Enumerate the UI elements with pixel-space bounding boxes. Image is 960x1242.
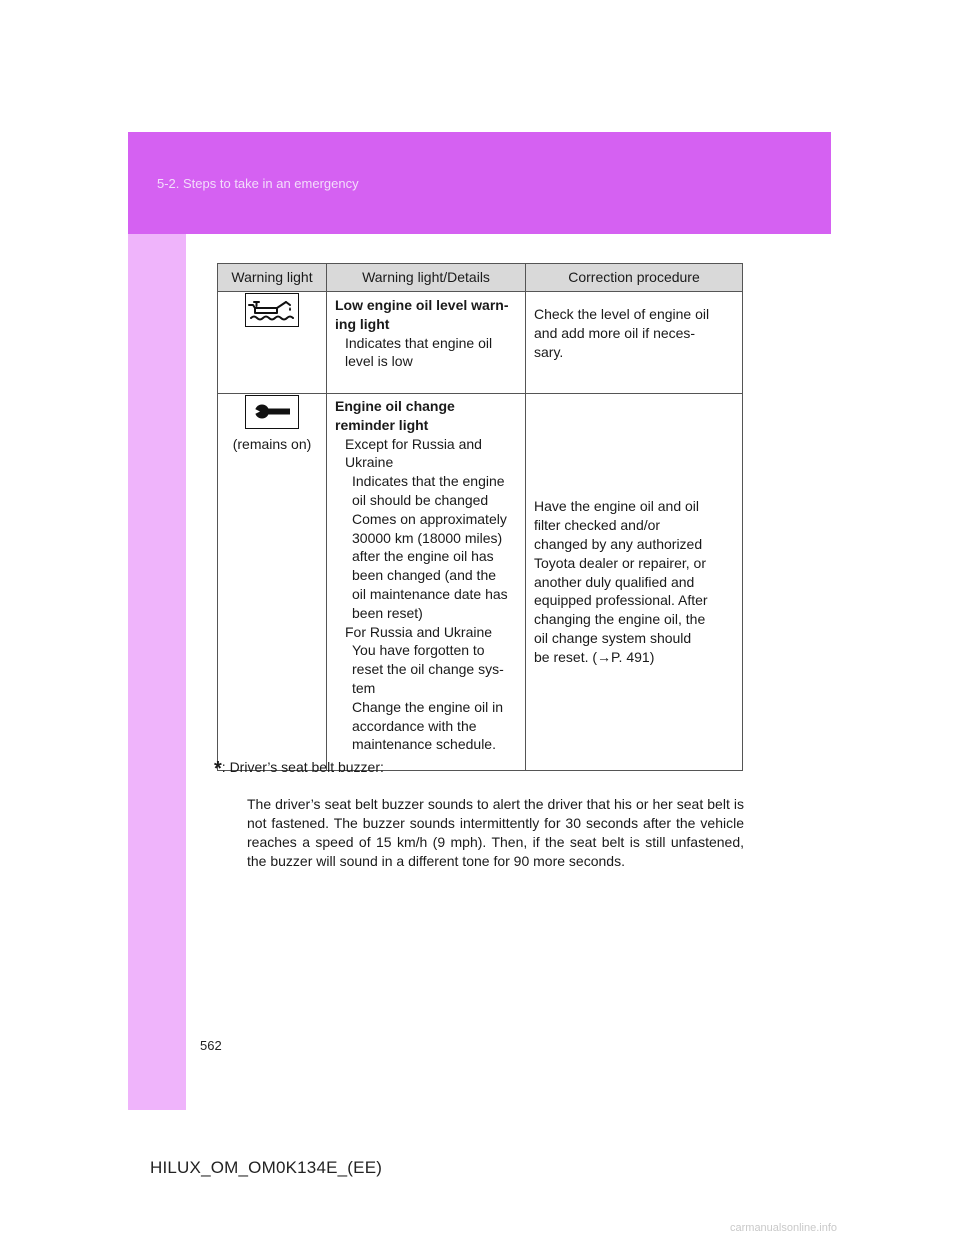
document-code: HILUX_OM_OM0K134E_(EE) xyxy=(150,1158,383,1177)
details-line: tem xyxy=(352,679,376,696)
icon-cell xyxy=(218,292,327,394)
details-title-line: reminder light xyxy=(335,416,429,433)
side-band xyxy=(128,234,186,1110)
page-reference: be reset. (→P. 491) xyxy=(534,648,655,665)
details-line: reset the oil change sys- xyxy=(352,661,504,678)
section-title: 5-2. Steps to take in an emergency xyxy=(157,176,359,191)
icon-caption: (remains on) xyxy=(232,436,312,452)
correction-cell xyxy=(526,292,743,394)
wrench-icon xyxy=(245,395,299,429)
details-line: level is low xyxy=(345,353,413,370)
details-line: been reset) xyxy=(352,604,423,621)
correction-line: changed by any authorized xyxy=(534,536,703,552)
details-line: accordance with the xyxy=(352,717,477,734)
details-cell xyxy=(327,394,526,771)
subsection-title-line: Ukraine xyxy=(345,454,394,471)
subsection-title-line: Except for Russia and xyxy=(345,435,482,452)
note-marker: * xyxy=(214,758,222,780)
note-title: : Driver’s seat belt buzzer: xyxy=(221,759,384,775)
details-line: Comes on approximately xyxy=(352,510,507,527)
correction-line: Check the level of engine oil xyxy=(534,306,710,322)
details-line: Indicates that the engine xyxy=(352,473,505,490)
table-row xyxy=(218,394,743,771)
correction-line: another duly qualified and xyxy=(534,573,695,590)
correction-line: filter checked and/or xyxy=(534,517,661,534)
correction-line: changing the engine oil, the xyxy=(534,611,706,628)
correction-line: Have the engine oil and oil xyxy=(534,498,700,515)
details-line: Indicates that engine oil xyxy=(345,334,493,351)
correction-line: and add more oil if neces- xyxy=(534,324,696,341)
details-line: been changed (and the xyxy=(352,567,497,584)
details-line: oil should be changed xyxy=(352,491,489,508)
subsection-title-line: For Russia and Ukraine xyxy=(345,623,493,640)
details-line: maintenance schedule. xyxy=(352,736,496,753)
watermark: carmanualsonline.info xyxy=(730,1222,838,1234)
details-title-line: Low engine oil level warn- xyxy=(335,297,509,313)
details-line: oil maintenance date has xyxy=(352,585,508,602)
table-row xyxy=(218,292,743,394)
details-line: Change the engine oil in xyxy=(352,698,504,715)
correction-line: Toyota dealer or repairer, or xyxy=(534,554,706,571)
page-number: 562 xyxy=(200,1038,222,1053)
header-warning-light: Warning light xyxy=(218,264,327,292)
details-line: after the engine oil has xyxy=(352,548,494,565)
details-line: You have forgotten to xyxy=(352,642,485,659)
details-line: 30000 km (18000 miles) xyxy=(352,529,503,546)
header-correction: Correction procedure xyxy=(526,264,743,292)
icon-cell xyxy=(218,394,327,771)
correction-line: oil change system should xyxy=(534,629,692,646)
table-header-row xyxy=(218,264,743,292)
correction-line: equipped professional. After xyxy=(534,592,708,609)
details-cell xyxy=(327,292,526,394)
header-details: Warning light/Details xyxy=(327,264,526,292)
warning-light-table xyxy=(217,263,743,771)
details-title-line: ing light xyxy=(335,315,390,332)
correction-cell xyxy=(526,394,743,771)
seat-belt-note xyxy=(214,758,744,871)
correction-line: sary. xyxy=(534,343,564,360)
engine-oil-level-icon xyxy=(245,293,299,327)
note-body: The driver’s seat belt buzzer sounds to alert the driver that his or her seat belt is not fastened. The buzzer sounds intermittently for 30 seconds after the vehicle reaches a speed of 15 km/h (9 mph). Then, if the seat belt is still unfastened, the buzzer will sound in a different tone for 90 more seconds. xyxy=(247,796,744,869)
note-heading xyxy=(214,758,744,781)
details-title-line: Engine oil change xyxy=(335,398,455,414)
